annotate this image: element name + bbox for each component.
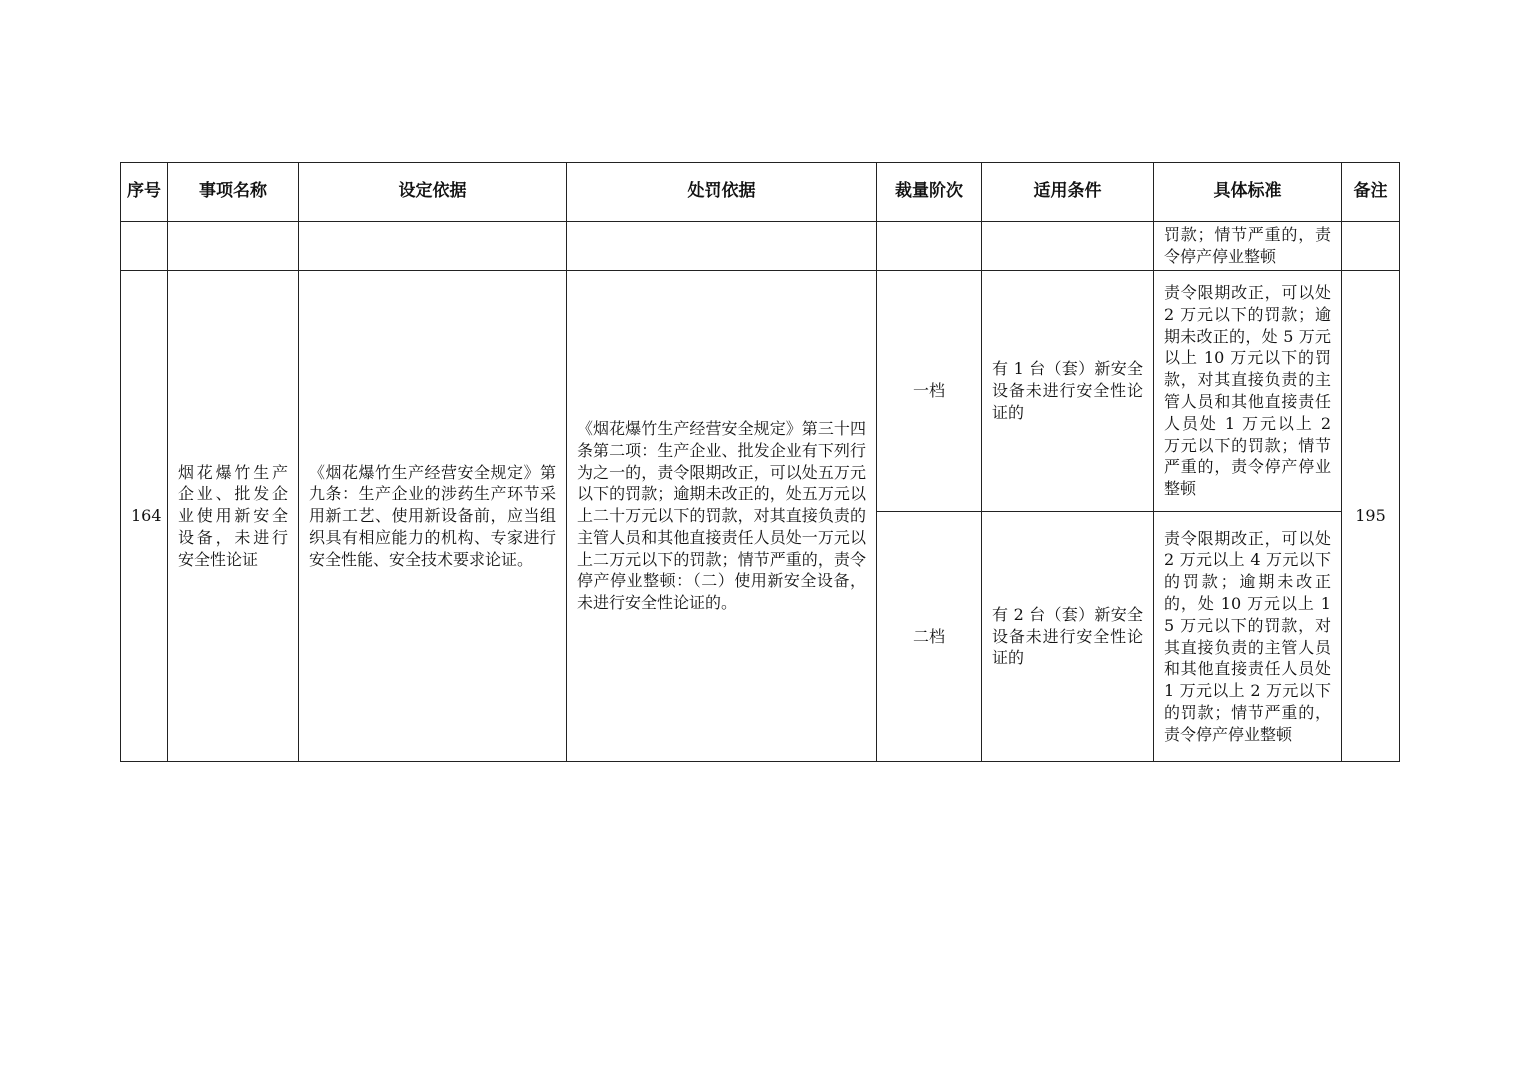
header-item-name: 事项名称 [168, 163, 299, 222]
condition-1-cell: 有 1 台（套）新安全设备未进行安全性论证的 [982, 271, 1154, 512]
header-level: 裁量阶次 [877, 163, 982, 222]
item-remark-cell: 195 [1342, 271, 1400, 762]
condition-2-cell: 有 2 台（套）新安全设备未进行安全性论证的 [982, 512, 1154, 762]
cont-penalty-cell [567, 222, 877, 271]
item-penalty-basis-cell: 《烟花爆竹生产经营安全规定》第三十四条第二项：生产企业、批发企业有下列行为之一的，责令限期改正，可以处五万元以下的罚款；逾期未改正的，处五万元以上二十万元以下的罚款，对其直接负责的主管人员和其他直接责任人员处一万元以上二万元以下的罚款；情节严重的，责令停产停业整顿：（二）使用新安全设备，未进行安全性论证的。 [567, 271, 877, 762]
cont-remark-cell [1342, 222, 1400, 271]
cont-level-cell [877, 222, 982, 271]
header-row [121, 163, 1400, 222]
table-row [121, 271, 1400, 512]
item-no-cell: 164 [121, 271, 168, 762]
header-penalty-basis: 处罚依据 [567, 163, 877, 222]
cont-no-cell [121, 222, 168, 271]
cont-condition-cell [982, 222, 1154, 271]
cont-standard-cell: 罚款；情节严重的，责令停产停业整顿 [1154, 222, 1342, 271]
continuation-row [121, 222, 1400, 271]
penalty-discretion-table [120, 162, 1400, 762]
standard-2-cell: 责令限期改正，可以处 2 万元以上 4 万元以下的罚款；逾期未改正的，处 10 万元以上 15 万元以下的罚款，对其直接负责的主管人员和其他直接责任人员处 1 万元以上 2 万元以下的罚款；情节严重的，责令停产停业整顿 [1154, 512, 1342, 762]
item-name-cell: 烟花爆竹生产企业、批发企业使用新安全设备，未进行安全性论证 [168, 271, 299, 762]
header-remark: 备注 [1342, 163, 1400, 222]
level-2-cell: 二档 [877, 512, 982, 762]
level-1-cell: 一档 [877, 271, 982, 512]
header-standard: 具体标准 [1154, 163, 1342, 222]
cont-name-cell [168, 222, 299, 271]
header-no: 序号 [121, 163, 168, 222]
cont-basis-cell [299, 222, 567, 271]
standard-1-cell: 责令限期改正，可以处 2 万元以下的罚款；逾期未改正的，处 5 万元以上 10 万元以下的罚款，对其直接负责的主管人员和其他直接责任人员处 1 万元以上 2 万元以下的罚款；情节严重的，责令停产停业整顿 [1154, 271, 1342, 512]
item-basis-cell: 《烟花爆竹生产经营安全规定》第九条：生产企业的涉药生产环节采用新工艺、使用新设备前，应当组织具有相应能力的机构、专家进行安全性能、安全技术要求论证。 [299, 271, 567, 762]
header-condition: 适用条件 [982, 163, 1154, 222]
header-basis: 设定依据 [299, 163, 567, 222]
